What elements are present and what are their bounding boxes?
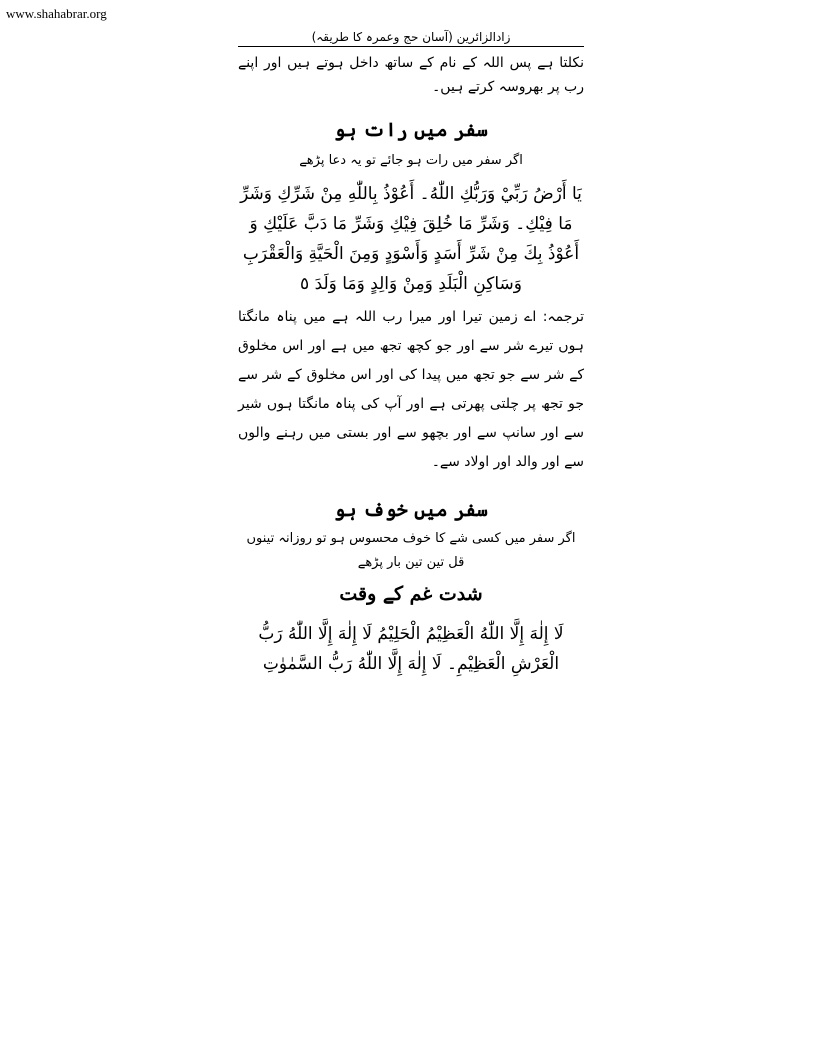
site-url: www.shahabrar.org: [6, 6, 107, 21]
translation-night: ترجمہ: اے زمین تیرا اور میرا رب اللہ ہے میں پناہ مانگتا ہوں تیرے شر سے اور جو کچھ تجھ میں ہے اور اس مخلوق کے شر سے جو تجھ میں پیدا کی اور اس مخلوق کے شر سے جو تجھ پر چلتی پھرتی ہے اور آپ کی پناہ مانگتا ہوں شیر سے اور سانپ سے اور بچھو سے اور بستی میں رہنے والوں سے اور والد اور اولاد سے۔: [238, 309, 584, 470]
dua-line: مَا فِيْكِ۔ وَشَرِّ مَا خُلِقَ فِيْكِ وَشَرِّ مَا دَبَّ عَلَيْكِ وَ: [249, 214, 573, 234]
running-head: زادالزائرین (آسان حج وعمرہ کا طریقہ): [238, 28, 584, 47]
dua-line: أَعُوْذُ بِكَ مِنْ شَرِّ أَسَدٍ وَأَسْوَدٍ وَمِنَ الْحَيَّةِ وَالْعَقْرَبِ: [242, 244, 580, 264]
intro-text: نکلتا ہے پس اللہ کے نام کے ساتھ داخل ہوتے ہیں اور اپنے رب پر بھروسہ کرتے ہیں۔: [238, 55, 584, 95]
instruction-fear: اگر سفر میں کسی شے کا خوف محسوس ہو تو روزانہ تینوں قل تین تین بار پڑھے: [246, 531, 576, 570]
dua-line: الْعَرْشِ الْعَظِيْمِ۔ لَا إِلٰهَ إِلَّا اللّٰهُ رَبُّ السَّمٰوٰتِ: [262, 654, 560, 674]
dua-night: [238, 179, 584, 299]
page-content: [238, 28, 584, 679]
instruction-night: اگر سفر میں رات ہو جائے تو یہ دعا پڑھے: [299, 153, 523, 168]
dua-line: لَا إِلٰهَ إِلَّا اللّٰهُ الْعَظِيْمُ الْحَلِيْمُ لَا إِلٰهَ إِلَّا اللّٰهُ رَبُّ: [258, 624, 564, 644]
dua-line: يَا أَرْضُ رَبِّيْ وَرَبُّكِ اللّٰهُ۔ أَعُوْذُ بِاللّٰهِ مِنْ شَرِّكِ وَشَرِّ: [240, 184, 582, 204]
dua-line: وَسَاكِنِ الْبَلَدِ وَمِنْ وَالِدٍ وَمَا وَلَدَ ٥: [300, 274, 522, 294]
section-heading-fear: سفر میں خوف ہو: [334, 499, 488, 521]
section-heading-grief: شدت غم کے وقت: [339, 583, 483, 605]
section-heading-night: سفر میں رات ہو: [334, 119, 488, 141]
dua-grief: [238, 619, 584, 679]
